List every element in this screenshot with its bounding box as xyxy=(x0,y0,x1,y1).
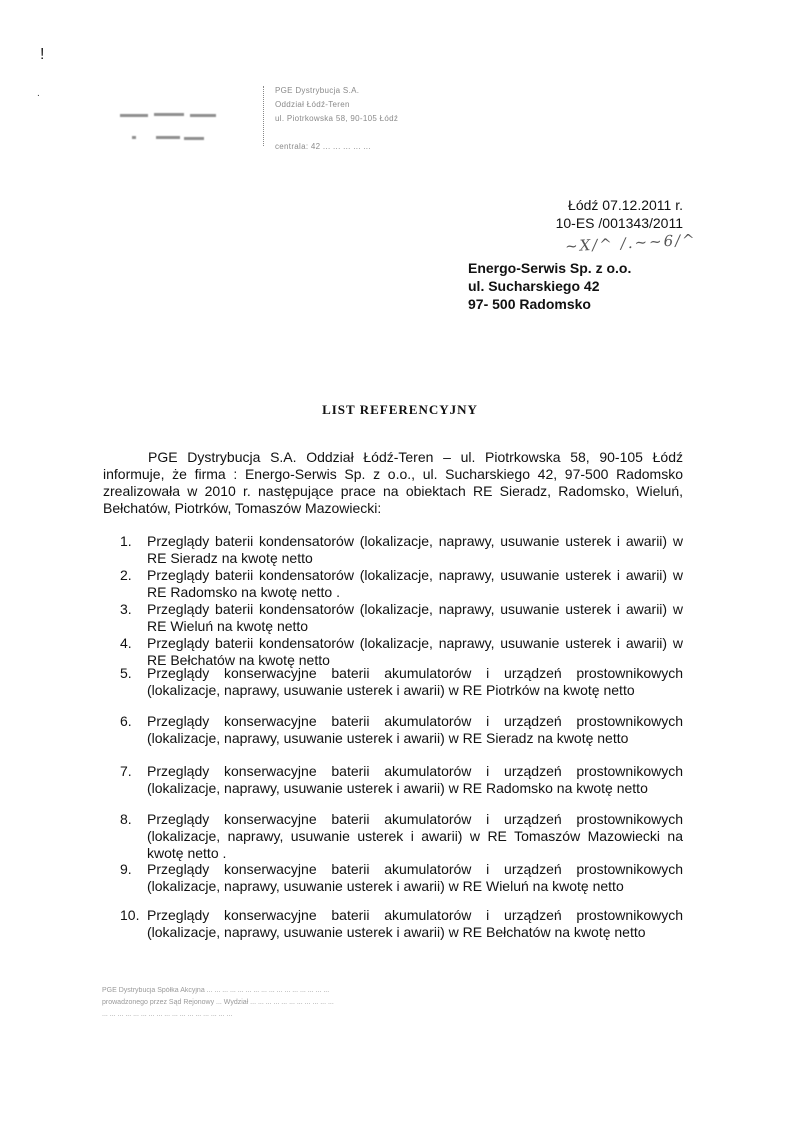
item-number: 1. xyxy=(120,533,132,549)
item-number: 10. xyxy=(120,907,140,923)
handwritten-mark: ! xyxy=(40,46,45,63)
margin-dot: . xyxy=(37,88,40,99)
item-number: 5. xyxy=(120,665,132,681)
item-text: Przeglądy konserwacyjne baterii akumulatorów i urządzeń prostownikowych (lokalizacje, naprawy, usuwanie usterek i awarii) w RE Tomaszów Mazowiecki na kwotę netto . xyxy=(147,811,683,861)
list-item xyxy=(120,533,683,567)
item-number: 9. xyxy=(120,861,132,877)
recipient-name: Energo-Serwis Sp. z o.o. xyxy=(468,260,632,276)
list-item xyxy=(120,665,683,699)
item-text: Przeglądy baterii kondensatorów (lokalizacje, naprawy, usuwanie usterek i awarii) w RE Bełchatów na kwotę netto xyxy=(147,635,683,668)
item-text: Przeglądy konserwacyjne baterii akumulatorów i urządzeń prostownikowych (lokalizacje, naprawy, usuwanie usterek i awarii) w RE Radomsko na kwotę netto xyxy=(147,763,683,796)
letter-date: Łódź 07.12.2011 r. xyxy=(568,197,683,213)
item-text: Przeglądy baterii kondensatorów (lokalizacje, naprawy, usuwanie usterek i awarii) w RE Radomsko na kwotę netto . xyxy=(147,567,683,600)
list-item xyxy=(120,907,683,941)
intro-paragraph: PGE Dystrybucja S.A. Oddział Łódź-Teren – ul. Piotrkowska 58, 90-105 Łódź informuje, że firma : Energo-Serwis Sp. z o.o., ul. Sucharskiego 42, 97-500 Radomsko zrealizowała w 2010 r. następujące prace na obiektach RE Sieradz, Radomsko, Wieluń, Bełchatów, Piotrków, Tomaszów Mazowiecki: xyxy=(103,449,683,516)
item-number: 8. xyxy=(120,811,132,827)
list-item xyxy=(120,635,683,669)
footer-line: ... ... ... ... ... ... ... ... ... ... ... ... ... ... ... ... ... xyxy=(102,1011,233,1018)
item-number: 7. xyxy=(120,763,132,779)
page-footer xyxy=(102,985,692,1021)
company-stamp-text xyxy=(275,84,398,154)
item-text: Przeglądy konserwacyjne baterii akumulatorów i urządzeń prostownikowych (lokalizacje, naprawy, usuwanie usterek i awarii) w RE Wieluń na kwotę netto xyxy=(147,861,683,894)
item-text: Przeglądy konserwacyjne baterii akumulatorów i urządzeń prostownikowych (lokalizacje, naprawy, usuwanie usterek i awarii) w RE Bełchatów na kwotę netto xyxy=(147,907,683,940)
item-number: 3. xyxy=(120,601,132,617)
list-item xyxy=(120,567,683,601)
list-item xyxy=(120,811,683,862)
handwritten-note: ~X/^ /.~~6/^ xyxy=(564,230,698,256)
item-text: Przeglądy baterii kondensatorów (lokalizacje, naprawy, usuwanie usterek i awarii) w RE Sieradz na kwotę netto xyxy=(147,533,683,566)
recipient-street: ul. Sucharskiego 42 xyxy=(468,278,600,294)
stamp-line: ul. Piotrkowska 58, 90-105 Łódź xyxy=(275,114,399,123)
list-item xyxy=(120,713,683,747)
item-number: 6. xyxy=(120,713,132,729)
footer-line: prowadzonego przez Sąd Rejonowy ... Wydział ... ... ... ... ... ... ... ... ... ... ... xyxy=(102,999,334,1006)
reference-number: 10-ES /001343/2011 xyxy=(555,215,683,231)
recipient-address xyxy=(468,259,631,313)
item-number: 2. xyxy=(120,567,132,583)
list-item xyxy=(120,601,683,635)
stamp-line xyxy=(275,126,398,140)
date-block xyxy=(500,196,683,232)
letter-title: LIST REFERENCYJNY xyxy=(322,402,478,417)
stamp-line: centrala: 42 ... ... ... ... ... xyxy=(275,142,371,151)
stamp-divider xyxy=(263,86,265,146)
footer-line: PGE Dystrybucja Spółka Akcyjna ... ... ... ... ... ... ... ... ... ... ... ... ... ... ... ... xyxy=(102,987,330,994)
list-item xyxy=(120,861,683,895)
item-text: Przeglądy konserwacyjne baterii akumulatorów i urządzeń prostownikowych (lokalizacje, naprawy, usuwanie usterek i awarii) w RE Sieradz na kwotę netto xyxy=(147,713,683,746)
company-logo-stamp xyxy=(118,108,228,148)
stamp-line: PGE Dystrybucja S.A. xyxy=(275,86,360,95)
recipient-city: 97- 500 Radomsko xyxy=(468,296,591,312)
stamp-line: Oddział Łódź-Teren xyxy=(275,100,350,109)
item-number: 4. xyxy=(120,635,132,651)
item-text: Przeglądy baterii kondensatorów (lokalizacje, naprawy, usuwanie usterek i awarii) w RE Wieluń na kwotę netto xyxy=(147,601,683,634)
item-text: Przeglądy konserwacyjne baterii akumulatorów i urządzeń prostownikowych (lokalizacje, naprawy, usuwanie usterek i awarii) w RE Piotrków na kwotę netto xyxy=(147,665,683,698)
list-item xyxy=(120,763,683,797)
